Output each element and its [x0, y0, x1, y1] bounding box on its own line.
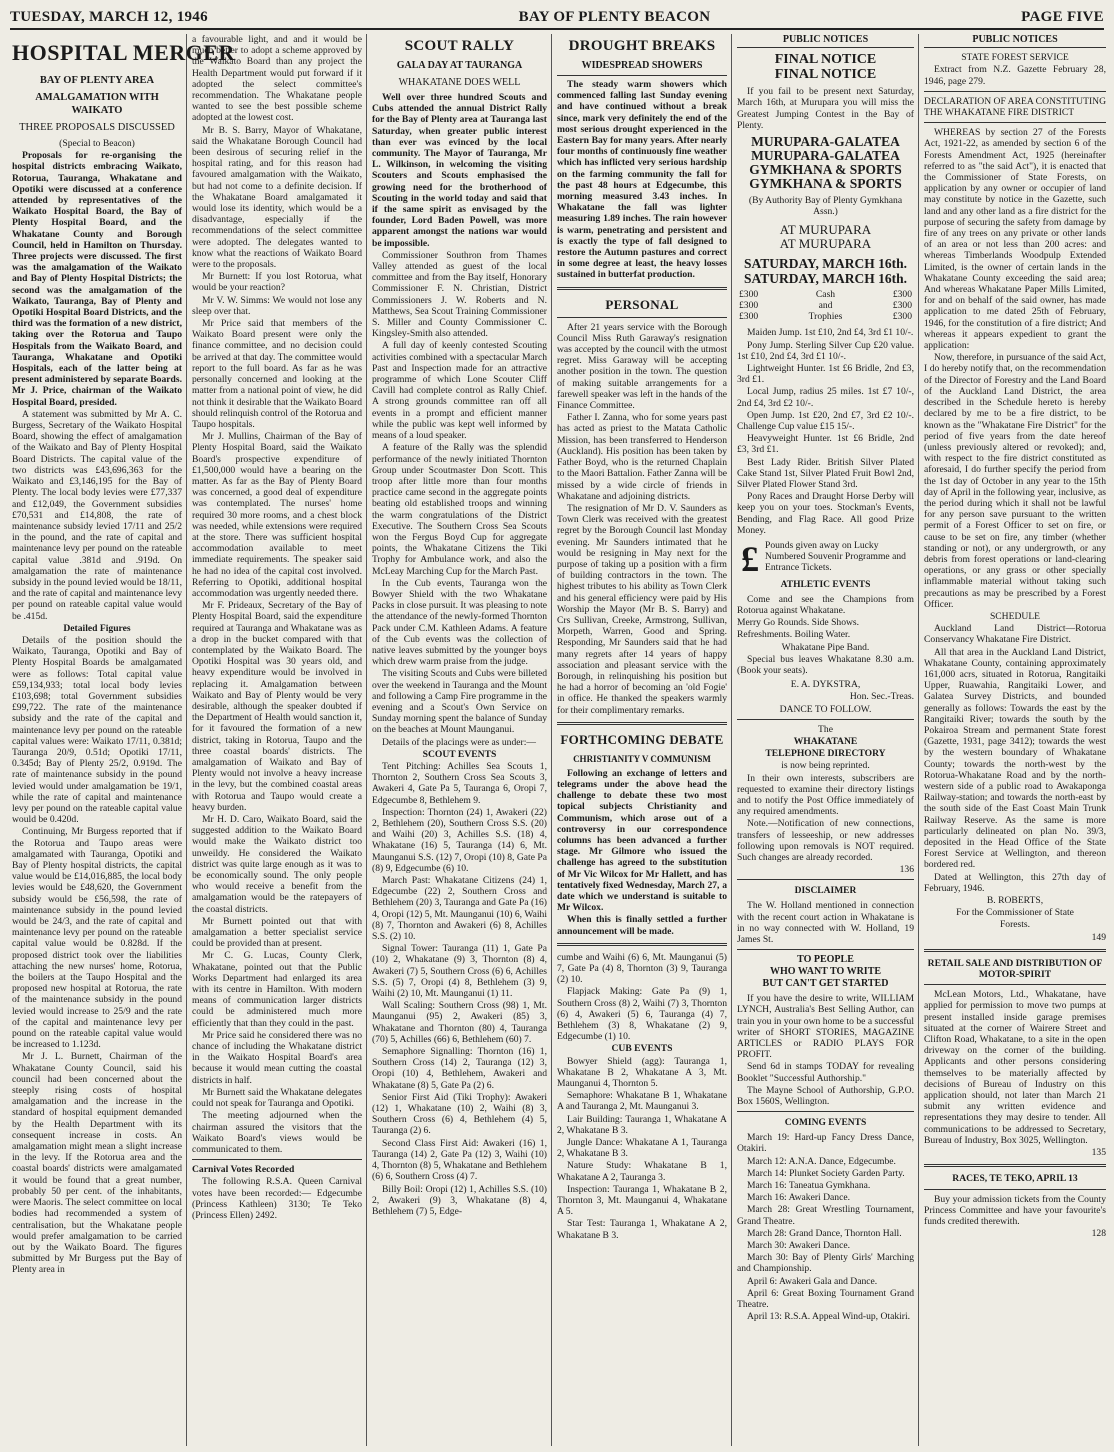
prize-cell: £300 [739, 311, 759, 323]
paragraph: A feature of the Rally was the splendid performance of the newly initiated Thornton Group under Scoutmaster Don Scott. This troop after little more than four months practice came second in the aggregate points beating old established troops and winning the warm congratulations of the District Executive. The Southern Cross Sea Scouts won the Fergus Boyd Cup for aggregate points, the Whakatane Citizens the Tiki Trophy for Ambulance work, and also the McLeay Marching Cup for the March Past. [372, 442, 547, 577]
paragraph: Mr C. G. Lucas, County Clerk, Whakatane, pointed out that the Public Works Department had enlarged its area with its centre in Hamilton. With modern means of communication larger districts could be administered much more efficiently that than they could in the past. [192, 950, 362, 1029]
event-item: Heavyweight Hunter. 1st £6 Bridle, 2nd £3, 3rd £1. [737, 433, 914, 456]
event-item: April 6: Great Boxing Tournament Grand Theatre. [737, 1287, 914, 1311]
column-rule [731, 34, 732, 1446]
notice-date: SATURDAY, MARCH 16th. [743, 256, 908, 272]
result: Wall Scaling: Southern Cross (98) 1, Mt. Maunganui (95) 2, Awakeri (85) 3, Whakatane and Thornton (80) 4, Tauranga (70) 5, Achilles (66) 6, Bethlehem (60) 7. [372, 1000, 547, 1045]
paragraph: DANCE TO FOLLOW. [779, 703, 872, 715]
result: Tent Pitching: Achilles Sea Scouts 1, Thornton 2, Southern Cross Sea Scouts 3, Awakeri 4, Gate Pa 5, Tauranga 6, Oropi 7, Edgecumbe 8, Bethlehem 9. [372, 760, 547, 806]
event-item: March 12: A.N.A. Dance, Edgecumbe. [747, 1155, 896, 1167]
masthead-date: TUESDAY, MARCH 12, 1946 [10, 8, 208, 25]
paragraph: Mr Burnett said the Whakatane delegates could not speak for Tauranga and Opotiki. [192, 1086, 362, 1110]
lead-paragraph: Proposals for re-organising the hospital districts embracing Waikato, Rotorua, Tauranga, Whakatane and Opotiki were discussed at a conference attended by representatives of the Waikato Hospital Board, the Bay of Plenty Hospital Board, and the Whakatane County and Borough Council, held in Hamilton on Thursday. Three projects were discussed. The first was the amalgamation of the Waikato and Bay of Plenty Hospital Districts; the second was the amalgamation of the Waikato, Tauranga, Bay of Plenty and Opotiki Hospital Board Districts, and the third was the formation of a new district, taking over the Rotorua and Taupo Hospitals from the Waikato Board, and Tauranga, Whakatane and Opotiki Hospitals, each of the latter being at present administered by separate Boards. Mr J. Price, chairman of the Waikato Hospital Board, presided. [12, 150, 182, 408]
pounds-notice [737, 539, 914, 580]
signature: For the Commissioner of State [956, 907, 1074, 919]
prize-cell: £300 [739, 300, 759, 312]
divider [192, 1159, 362, 1160]
result: Inspection: Tauranga 1, Whakatane B 2, Thornton 3, Mt. Maunganui 4, Whakatane A 5. [557, 1183, 727, 1218]
event-item: March 16: Taneatua Gymkhana. [747, 1180, 871, 1192]
crosshead: DISCLAIMER [794, 886, 857, 897]
divider [737, 1111, 914, 1112]
paragraph: Continuing, Mr Burgess reported that if the Rotorua and Taupo areas were amalgamated with Tauranga, Opotiki and Bay of Plenty hospital districts, the capital value would be £14,016,885, the local body levies would be £48,620, the Government subsidy would be £56,598, the rate of maintenance subsidy in the pound levied would be 24/3, and the rate of capital and maintenance levy per pound on the rateable capital value would be 0.828d. If the proposed district took over the liabilities attaching the new nurses' home, Rotorua, the boilers at the Taupo Hospital and the proposed new hospital at Rotorua, the rate of the maintenance subsidy in the pound levied would increase to 25/9 and the rate of the capital and maintenance levy per pound on the rateable capital value would be increased to 1.123d. [12, 826, 182, 1051]
notice-title: FINAL NOTICE [774, 67, 877, 83]
result: Jungle Dance: Whakatane A 1, Tauranga 2, Whakatane B 3. [557, 1137, 727, 1160]
divider [924, 91, 1106, 92]
paragraph: Mr J. L. Burnett, Chairman of the Whakatane County Council, said his council had been concerned about the steeply rising costs of hospital amalgamation and the increase in the standard of hospital equipment demanded by the Health Department with its consequent increase in costs. An amalgamation might mean a slight increase in the levy. If the Rotorua area and the coastal boards' districts were amalgamated it would be found that a great number, probably 50 per cent. of the inhabitants, were Maoris. The select committee on local bodies had recommended a system of centralisation, but the Whakatane people would prefer amalgamation to be carried out by the Waikato Board. The figures submitted by Mr Burgess put the Bay of Plenty area in [12, 1051, 182, 1276]
result: Semaphore Signalling: Thornton (16) 1, Southern Cross (14) 2, Tauranga (12) 3, Oropi (10) 4, Bethlehem, Awakeri and Whakatane (8) 5, Gate Pa (2) 6. [372, 1046, 547, 1091]
prize-row [739, 311, 912, 322]
prize-table [739, 289, 912, 322]
result: Star Test: Tauranga 1, Whakatane A 2, Whakatane B 3. [557, 1218, 727, 1241]
crosshead: COMING EVENTS [784, 1118, 867, 1129]
paragraph: A statement was submitted by Mr A. C. Burgess, Secretary of the Waikato Hospital Board, showing the effect of amalgamation of the Waikato and Bay of Plenty Hospital Board Districts. The capital value of the two districts was £43,696,363 for the Waikato and £3,146,195 for the Bay of Plenty. The local body levies were £77,337 and £12,049, the Government subsidies £70,531 and £14,808, the rate of maintenance subsidy levied 17/11 and 25/2 in the pound, and the rate of capital and maintenance levy per pound on the rateable capital value .381d and .919d. On amalgamation the rate of maintenance subsidy in the pound levied would be 18/11, and the rate of capital and maintenance levy per pound on rateable capital value would be .415d. [12, 408, 182, 622]
divider [737, 949, 914, 950]
event-item: April 6: Awakeri Gala and Dance. [747, 1275, 878, 1287]
lead-paragraph: The steady warm showers which commenced falling last Sunday evening and have continued without a break since, mark very definitely the end of the most serious drought experienced in the Eastern Bay for many years. After nearly four months of continuously fine weather which has inflicted very serious hardship on the farming community the fall for the past 48 hours at Edgecumbe, this morning measured 3.43 inches. In Whakatane the fall was lighter measuring 1.89 inches. The rain however is warm, penetrating and persistent and is exactly the type of fall designed to restore the Autumn pastures and correct in some degree at least, the heavy losses sustained in butterfat production. [557, 79, 727, 281]
result: Semaphore: Whakatane B 1, Whakatane A and Tauranga 2, Mt. Maunganui 3. [557, 1090, 727, 1113]
event-item: March 30: Bay of Plenty Girls' Marching and Championship. [737, 1252, 914, 1275]
paragraph: Mr Price said that members of the Waikato Board present were only the finance committee, and no decision could be arrived at that day. The committee would report to the full board. As far as he was personally concerned and looking at the matter from a national point of view, he did not think it desirable that the Waikato Board should relinquish control of the Rotorua and Taupo hospitals. [192, 318, 362, 430]
events-list [737, 1132, 914, 1322]
result: Lair Building: Tauranga 1, Whakatane A 2, Whakatane B 3. [557, 1113, 727, 1136]
paragraph: If you fail to be present next Saturday, March 16th, at Murupara you will miss the Greatest Jumping Contest in the Bay of Plenty. [737, 86, 914, 131]
paragraph: Mr V. W. Simms: We would not lose any sleep over that. [192, 294, 362, 317]
prize-cell: £300 [892, 300, 912, 312]
paragraph: Mr Burnett: If you lost Rotorua, what would be your reaction? [192, 271, 362, 294]
paragraph: A full day of keenly contested Scouting activities combined with a spectacular March Past and Inspection made for an attractive programme of which Lone Scouter Cliff Cavill had complete control as Rally Chief. A strong grounds committee ran off all events in a prompt and efficient manner while the public was kept well informed by means of a loud speaker. [372, 340, 547, 442]
paragraph: Auckland Land District—Rotorua Conservancy Whakatane Fire District. [924, 623, 1106, 646]
column-hospital-merger [8, 34, 235, 1446]
paragraph: Details of the position should the Waikato, Tauranga, Opotiki and Bay of Plenty Hospital Boards be amalgamated were as follows: Total capital value £59,134,933; total local body levies £103,698; total Government subsidies £99,722. The rate of the maintenance subsidy and the rate of the capital and maintenance levy per pound on the rateable capital values were: Waikato 17/11, 0.381d; Tauranga 20/9, 0.51d; Opotiki 17/11, 0.345d; Bay of Plenty 25/2, 0.919d. The rate of maintenance subsidy in the pound levied would under amalgamation be 19/1, while the rate of capital and maintenance levy per pound on the rateable capital value would be 0.420d. [12, 634, 182, 826]
event-item: Local Jump, radius 25 miles. 1st £7 10/-, 2nd £4, 3rd £2 10/-. [737, 386, 914, 409]
result: Bowyer Shield (agg): Tauranga 1, Whakatane B 2, Whakatane A 3, Mt. Maunganui 4, Thornton 5. [557, 1055, 727, 1090]
paragraph: Now, therefore, in pursuance of the said Act, I do hereby notify that, on the recommendation of the Director of Forestry and the Land Board of the Auckland Land District, the area described in the Schedule hereto is hereby declared by me to be a fire district, to be known as the "Whakatane Fire District" for the period of five years from the date hereof (unless previously altered or revoked); and, with respect to the fire district constituted as aforesaid, I do further specify the period from the 1st day of October in any year to the 15th day of April in the following year, inclusive, as the period during which it shall not be lawful for any person save pursuant to the written permit of a Forest Officer to set on fire, or cause to be set on fire, any timber (whether standing or not), or any undergrowth, or any debris from forest operations or land-clearing operations, or any grass or other specially inflammable material without taking such precautions as may be prescribed by a Forest Officer. [924, 352, 1106, 610]
lead-paragraph: Following an exchange of letters and telegrams under the above head the challenge to debate these two most topical subjects Christianity and Communism, which arose out of a controversy in our correspondence columns has been advanced a further stage. Mr Gilmore who issued the challenge has agreed to the substitution of Mr Vic Wilcox for Mr Hallett, and has tentatively fixed Wednesday, March 27, a date which we understand is suitable to Mr Wilcox. [557, 767, 727, 914]
event-item: March 28: Great Wrestling Tournament, Grand Theatre. [737, 1204, 914, 1227]
masthead [10, 6, 1104, 30]
paragraph: Refreshments. Boiling Water. [737, 629, 851, 641]
divider [557, 943, 727, 946]
divider [924, 1164, 1106, 1167]
paragraph: Mr B. S. Barry, Mayor of Whakatane, said the Whakatane Borough Council had been desirous of securing relief in the hospital rating, and for this reason had favoured amalgamation with the Waikato, but had not come to a definite decision. If the Whakatane Board amalgamated it would lose its identity, which would be a disadvantage, especially if the recommendations of the select committee were adopted. The delegates wanted to know what the reactions of Waikato Board were to the proposals. [192, 124, 362, 271]
divider [924, 122, 1106, 123]
prize-cell: £300 [892, 311, 912, 323]
paragraph: Whakatane Pipe Band. [781, 641, 870, 653]
event-item: Pony Jump. Sterling Silver Cup £20 value. 1st £10, 2nd £4, 3rd £1 10/-. [737, 339, 914, 362]
paragraph: Details of the placings were as under:— [382, 736, 536, 748]
event-item: Lightweight Hunter. 1st £6 Bridle, 2nd £3, 3rd £1. [737, 363, 914, 386]
divider [557, 317, 727, 318]
notice-number: 136 [899, 864, 914, 876]
divider [557, 722, 727, 725]
result: cumbe and Waihi (6) 6, Mt. Maunganui (5) 7, Gate Pa (4) 8, Thornton (3) 9, Tauranga (2) 10. [557, 951, 727, 986]
notice-title: WHAKATANE [793, 735, 858, 747]
crosshead: WHO WANT TO WRITE [769, 966, 882, 978]
headline-scout-rally: SCOUT RALLY [404, 38, 515, 54]
divider [737, 719, 914, 720]
masthead-paper: BAY OF PLENTY BEACON [518, 8, 711, 25]
notice-title: MURUPARA-GALATEA [751, 148, 900, 164]
column-drought-breaks [553, 34, 731, 1446]
subhead: BAY OF PLENTY AREA [39, 75, 155, 86]
paragraph: Mr F. Prideaux, Secretary of the Bay of Plenty Hospital Board, said the expenditure required at Tauranga and Whakatane was as a drop in the bucket compared with that contemplated by the Waikato Board. The Opotiki Hospital was 30 years old, and heavy expenditure would be involved in replacing it. Amalgamation between Waikato and Bay of Plenty would be very desirable, although the speaker doubted if the Department of Health would sanction it, for it favoured the formation of a new district, taking in Rotorua, Taupo and the three coastal boards' districts. The amalgamation of Waikato and Bay of Plenty would not involve a heavy increase in the levy, but the combined coastal areas with Rotorua and Taupo would create a heavy burden. [192, 600, 362, 813]
crosshead: SCOUT EVENTS [422, 748, 497, 760]
notice-title: GYMKHANA & SPORTS [749, 162, 902, 178]
subhead: WHAKATANE DOES WELL [398, 77, 521, 88]
notice-date: SATURDAY, MARCH 16th. [743, 271, 908, 287]
prize-cell: Trophies [808, 311, 843, 323]
paragraph: The resignation of Mr D. V. Saunders as Town Clerk was received with the greatest regret by the Borough Council last Monday evening. Mr Saunders intimated that he would be resigning in May next for the purpose of taking up a position with a firm of building contractors in the town. The highest tributes to his ability as Town Clerk and his general efficiency were paid by His Worship the Mayor (Mr B. S. Barry) and Crs Sullivan, Creeke, Armstrong, Sullivan, Morpeth, Warren, Good and Spring. Responding, Mr Saunders said that he had many regrets after 14 years of happy association and pleasant service with the Borough, in relinquishing his position but he had a horror of becoming an 'old Fogie' in office. He thanked the speakers warmly for their complimentary remarks. [557, 502, 727, 716]
paragraph: In their own interests, subscribers are requested to examine their directory listings and to notify the Post Office immediately of any required amendments. [737, 772, 914, 818]
paragraph: All that area in the Auckland Land District, Whakatane County, containing approximately 161,000 acrs, situated in Rotorua, Rangitaiki Upper, Ruawahia, Rangitaiki Lower, and Galatea Survey Districts, and bounded generally as follows: Towards the east by the Rangitaiki River; towards the south by the Pokairoa Stream and permanent State forest (Gazette, 1931, page 3412); towards the west by the western boundary of Whakatane County; towards the north-west by the Rotorua-Whakatane Road and by the north-western side of a public road to Awakaponga Railway-station; and towards the north-east by the south side of the East Coast Main Trunk Railway Reserve. As the same is more particularly delineated on plan No. 39/3, deposited in the Head Office of the State Forest Service at Wellington, and thereon bordered red. [924, 646, 1106, 871]
pound-sign-icon: £ [741, 539, 759, 580]
prize-row [739, 300, 912, 311]
paragraph: The Mayne School of Authorship, G.P.O. Box 1560S, Wellington. [737, 1084, 914, 1107]
crosshead: BUT CAN'T GET STARTED [762, 978, 889, 990]
signature: B. ROBERTS, [986, 895, 1044, 907]
notice-title: STATE FOREST SERVICE [961, 52, 1069, 64]
paragraph: WHEREAS by section 27 of the Forests Act, 1921-22, as amended by section 6 of the Forests Amendment Act, 1925 (hereinafter referred to as "the said Act"), it is enacted that the Commissioner of State Forests, on application by any owner or occupier of land may constitute by notice in the Gazette, such land and any other land as a fire district for the purpose of securing the safety from damage by fire of any trees on any private or other lands of an area or not less than 200 acres: and whereas Timberlands Woodpulp Extended Limited, is the owner of certain lands in the Whakatane County exceeding the said area; And whereas Whakatane Paper Mills Limited, for and on behalf of the said owner, has made application to me dated 25th of February, 1946, for the constitution of a fire district; And whereas it appears expedient to grant the application: [924, 127, 1106, 352]
result: Senior First Aid (Tiki Trophy): Awakeri (12) 1, Whakatane (10) 2, Waihi (8) 3, Southern Cross (6) 4, Bethlehem (4) 5, Tauranga (2) 6. [372, 1091, 547, 1137]
paragraph: a favourable light, and and it would be much better to adopt a scheme approved by the Waikato Board than any project the Health Department would put forward if it adopted the select committee's recommendation. The Whakatane people wanted to see the best possible scheme adopted at the lowest cost. [192, 34, 362, 124]
paragraph: Commissioner Southron from Thames Valley attended as guest of the local committee and from the Bay itself, Honorary Commissioner F. N. Christian, District Commissioners J. W. Roberts and N. Matthews, Sea Scout Training Commissioner S. Miller and County Commissioner C. Kingsley-Smith also attended. [372, 249, 547, 340]
notice-title: TELEPHONE DIRECTORY [765, 748, 886, 760]
paragraph: Mr Price said he considered there was no chance of including the Whakatane district in the Waikato Hospital Board's area because it would mean cutting the coastal districts in half. [192, 1029, 362, 1086]
headline-forthcoming-debate: FORTHCOMING DEBATE [560, 731, 724, 747]
divider [924, 1189, 1106, 1190]
event-item: April 13: R.S.A. Appeal Wind-up, Otakiri. [747, 1311, 911, 1323]
notice-number: 149 [1091, 931, 1106, 943]
notice-title: FINAL NOTICE [774, 52, 877, 68]
column-scout-rally [368, 34, 551, 1446]
byline: (Special to Beacon) [59, 138, 135, 149]
column-rule [186, 34, 187, 1446]
paragraph: After 21 years service with the Borough Council Miss Ruth Garaway's resignation was accepted by the council with the utmost regret. Miss Garaway will be accepting another position in the town. The question of making suitable arrangements for a farewell speaker was left in the hands of the Finance Committee. [557, 321, 727, 412]
notice-title: AT MURUPARA [779, 236, 872, 252]
paragraph: Buy your admission tickets from the County Princess Committee and have your favourite's funds credited therewith. [924, 1193, 1106, 1227]
divider [924, 949, 1106, 952]
signature: E. A. DYKSTRA, [790, 679, 861, 691]
paragraph: (By Authority Bay of Plenty Gymkhana Assn.) [748, 195, 903, 218]
notice-title: The [818, 723, 833, 735]
result: Billy Boil: Oropi (12) 1, Achilles S.S. (10) 2, Awakeri (9) 3, Whakatane (8) 4, Bethlehem (7) 5, Edge- [372, 1183, 547, 1217]
paragraph: In the Cub events, Tauranga won the Bowyer Shield with the two Whakatane Packs in close pursuit. It was pleasing to note the attendance of the newly-formed Thornton Pack under C.M. Kathleen Adams. A feature of the Cub events was the collection of native leaves submitted by the younger boys which drew warm praise from the judge. [372, 577, 547, 668]
headline-personal: PERSONAL [605, 296, 679, 312]
paragraph: McLean Motors, Ltd., Whakatane, have applied for permission to move two pumps at present installed inside garage premises situated at the corner of Wairere Street and Clifton Road, Whakatane, to a site in the open driveway on the corner of the building. Applicants and other persons considering themselves to be materially affected by decisions of Bureau of Industry on this application should, not later than March 21 submit any written evidence and representations they may desire to tender. All communications to be addressed to Secretary, Bureau of Industry, Box 3025, Wellington. [924, 989, 1106, 1146]
column-hospital-merger-continued [188, 34, 366, 1446]
column-public-notices-2 [920, 34, 1110, 1446]
column-public-notices [733, 34, 918, 1446]
prize-cell: £300 [892, 289, 912, 301]
event-item: March 14: Plunket Society Garden Party. [747, 1167, 905, 1179]
paragraph: The visiting Scouts and Cubs were billeted over the weekend in Tauranga and the Mount and following a Camp Fire programme in the evening and a Scout's Own Service on Sunday morning spent the balance of Sunday on the beaches at Mount Maunganui. [372, 668, 547, 736]
paragraph: When this is finally settled a further announcement will be made. [557, 914, 727, 937]
paragraph: The following R.S.A. Queen Carnival votes have been recorded:— Edgecumbe (Princess Kathleen) 3130; Te Teko (Princess Ellen) 2492. [192, 1176, 362, 1221]
event-item: Best Lady Rider. British Silver Plated Cake Stand 1st, Silver Plated Fruit Bowl 2nd, Silver Plated Flower Stand 3rd. [737, 456, 914, 491]
event-item: March 28: Grand Dance, Thornton Hall. [747, 1227, 902, 1239]
notice-title: MURUPARA-GALATEA [751, 134, 900, 150]
result: March Past: Whakatane Citizens (24) 1, Edgecumbe (22) 2, Southern Cross and Bethlehem (20) 3, Tauranga and Gate Pa (16) 4, Oropi (12) 5, Mt. Maunganui (10) 6, Waihi (8) 7, Thornton and Awakeri (6) 8, Achilles S.S. (2) 10. [372, 875, 547, 943]
prize-cell: £300 [739, 289, 759, 301]
paragraph: Dated at Wellington, this 27th day of February, 1946. [924, 871, 1106, 894]
result: Inspection: Thornton (24) 1, Awakeri (22) 2, Bethlehem (20), Southern Cross S.S. (20) and Waihi (20) 3, Achilles S.S. (18) 4, Whakatane (16) 5, Tauranga (14) 6, Mt. Maunganui S.S. (12) 7, Oropi (10) 8, Gate Pa (8) 9, Edgecumbe (6) 10. [372, 806, 547, 874]
event-item: Pony Races and Draught Horse Derby will keep you on your toes. Stockman's Events, Bending, and Flag Race. All good Prize Money. [737, 491, 914, 536]
paragraph: Pounds given away on Lucky Numbered Souvenir Programme and Entrance Tickets. [765, 540, 906, 574]
notice-title: DECLARATION OF AREA CONSTITUTING THE WHAKATANE FIRE DISTRICT [924, 95, 1107, 119]
notice-title: GYMKHANA & SPORTS [749, 176, 902, 192]
event-item: March 16: Awakeri Dance. [747, 1192, 851, 1204]
paragraph: Mr J. Mullins, Chairman of the Bay of Plenty Hospital Board, said the Waikato Board's prospective expenditure of £1,500,000 would have a bearing on the matter. As far as the Bay of Plenty Board was concerned, a good deal of expenditure was contemplated. The nurses' home required 30 more rooms, and a chest block was needed, while extensions were required at the store. There was sufficient hospital accommodation available to meet immediate requirements. The speaker said he had no idea of the capital cost involved. Referring to Opotiki, additional hospital accommodation was urgently needed there. [192, 431, 362, 599]
crosshead: Detailed Figures [63, 622, 131, 634]
subhead: CHRISTIANITY V COMMUNISM [573, 753, 711, 764]
headline-hospital-merger: HOSPITAL MERGER [12, 40, 235, 65]
masthead-page: PAGE FIVE [1021, 8, 1104, 25]
divider [737, 879, 914, 880]
signature: Forests. [999, 919, 1031, 931]
divider [557, 287, 727, 290]
result: Flapjack Making: Gate Pa (9) 1, Southern Cross (8) 2, Waihi (7) 3, Thornton (6) 4, Awakeri (5) 6, Tauranga (4) 7, Bethlehem (3) 8, Whakatane (2) 9, Edgecumbe (1) 10. [557, 986, 727, 1043]
paragraph: Special bus leaves Whakatane 8.30 a.m. (Book your seats). [737, 653, 914, 676]
event-item: March 19: Hard-up Fancy Dress Dance, Otakiri. [737, 1132, 914, 1155]
crosshead: Carnival Votes Recorded [192, 1164, 295, 1176]
crosshead: CUB EVENTS [611, 1043, 673, 1055]
section-heading: PUBLIC NOTICES [737, 34, 914, 48]
section-heading: PUBLIC NOTICES [924, 34, 1106, 48]
paragraph: If you have the desire to write, WILLIAM LYNCH, Australia's Best Selling Author, can train you in your own home to be a successful writer of SHORT STORIES, MAGAZINE ARTICLES or RADIO PLAYS FOR PROFIT. [737, 993, 914, 1061]
paragraph: Mr H. D. Caro, Waikato Board, said the suggested addition to the Waikato Board would make the Waikato district too unweildy. He considered the Waikato district was quite large enough as it was to be economically sound. The only people who would receive a benefit from the amalgamation would be the ratepayers of the coastal districts. [192, 814, 362, 915]
result: Second Class First Aid: Awakeri (16) 1, Tauranga (14) 2, Gate Pa (12) 3, Waihi (10) 4, Thornton (8) 5, Whakatane and Bethlehem (6) 6, Southern Cross (4) 7. [372, 1137, 547, 1183]
headline-drought-breaks: DROUGHT BREAKS [568, 38, 716, 54]
column-rule [918, 34, 919, 1446]
paragraph: The meeting adjourned when the chairman assured the visitors that the Waikato Board's views would be communicated to them. [192, 1110, 362, 1155]
paragraph: Merry Go Rounds. Side Shows. [737, 617, 860, 629]
subhead: THREE PROPOSALS DISCUSSED [19, 122, 175, 133]
paragraph: The W. Holland mentioned in connection with the recent court action in Whakatane is in no way connected with W. Holland, 19 James St. [737, 900, 914, 945]
prize-cell: and [818, 300, 833, 312]
paragraph: Come and see the Champions from Rotorua against Whakatane. [737, 593, 914, 616]
subhead: AMALGAMATION WITH WAIKATO [35, 92, 159, 116]
event-item: Open Jump. 1st £20, 2nd £7, 3rd £2 10/-. Challenge Cup value £15 15/-. [737, 409, 914, 433]
notice-number: 135 [1091, 1147, 1106, 1159]
paragraph: Note.—Notification of new connections, transfers of lesseeship, or new addresses following upon removals is NOT required. Such changes are already recorded. [737, 818, 914, 863]
prize-cell: Cash [815, 289, 836, 301]
signature: Hon. Sec.-Treas. [849, 691, 914, 703]
column-rule [366, 34, 367, 1446]
crosshead: TO PEOPLE [797, 954, 854, 966]
prize-row [739, 289, 912, 300]
lead-paragraph: Well over three hundred Scouts and Cubs attended the annual District Rally for the Bay of Plenty area at Tauranga last Saturday, when greater public interest than ever was evinced by the local community. The Mayor of Tauranga, Mr L. Wilkinson, in welcoming the visiting Scouters and Scouts emphasised the growing need for the brotherhood of Scouting in the world today and said that if the same spirit as envisaged by the founder, Lord Baden Powell, was more apparent amongst the nations war would be impossible. [372, 92, 547, 249]
paragraph: is now being reprinted. [781, 760, 870, 772]
paragraph: Father I. Zanna, who for some years past has acted as priest to the Matata Catholic Mission, has been transferred to Henderson (Auckland). His position has been taken by Father Boyd, who is the returned Chaplain to the Maori Battalion. Father Zanna will be missed by a wide circle of friends in Whakatane and adjoining districts. [557, 412, 727, 502]
column-rule [551, 34, 552, 1446]
crosshead: ATHLETIC EVENTS [780, 579, 871, 590]
paragraph: Extract from N.Z. Gazette February 28, 1946, page 279. [924, 64, 1106, 87]
divider [924, 984, 1106, 985]
notice-title: RACES, TE TEKO, APRIL 13 [952, 1173, 1078, 1185]
paragraph: Send 6d in stamps TODAY for revealing Booklet "Successful Authorship." [737, 1061, 914, 1084]
paragraph: Mr Burnett pointed out that with amalgamation a better specialist service could be provided than at present. [192, 915, 362, 950]
event-item: March 30: Awakeri Dance. [747, 1240, 851, 1252]
subhead: WIDESPREAD SHOWERS [557, 60, 727, 76]
event-item: Maiden Jump. 1st £10, 2nd £4, 3rd £1 10/-. [747, 327, 914, 339]
notice-title: RETAIL SALE AND DISTRIBUTION OF MOTOR-SPIRIT [927, 957, 1103, 981]
result: Signal Tower: Tauranga (11) 1, Gate Pa (10) 2, Whakatane (9) 3, Thornton (8) 4, Awakeri (7) 5, Southern Cross (6) 6, Achilles S.S. (5) 7, Oropi (4) 8, Bethlehem (3) 9, Waihi (2) 10, Mt. Maunganui (1) 11. [372, 943, 547, 1000]
result: Nature Study: Whakatane B 1, Whakatane A 2, Tauranga 3. [557, 1160, 727, 1183]
notice-number: 128 [1091, 1228, 1106, 1240]
notice-title: AT MURUPARA [779, 222, 872, 238]
subhead: GALA DAY AT TAURANGA [396, 60, 523, 71]
crosshead: SCHEDULE [989, 610, 1041, 622]
